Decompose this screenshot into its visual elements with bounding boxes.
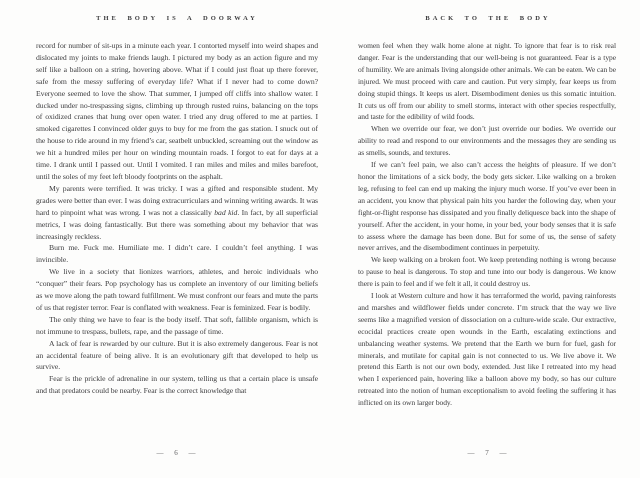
paragraph: If we can’t feel pain, we also can’t access the heights of pleasure. If we don’t honor the limitations of a sick body, the body gets sicker. Like walking on a broken leg, refusing to feel can end up making the injury much worse. If you’ve ever been in an accident, you know that physical pain hits you harder the following day, when your fight-or-flight response has dissipated and you finally deliquesce back into the shape of yourself. After the accident, in your home, in your bed, your body senses that it is safe to assess where the damage has been done. But for some of us, the sense of safety never arrives, and the disembodiment continues in perpetuity. xyxy=(358,160,616,253)
right-page-running-head: BACK TO THE BODY xyxy=(425,15,551,22)
paragraph: We keep walking on a broken foot. We keep pretending nothing is wrong because to pause to heal is dangerous. To stop and tune into our body is dangerous. We know there is pain to feel and if we felt it all, it could destroy us. xyxy=(358,255,616,289)
paragraph: Burn me. Fuck me. Humiliate me. I didn’t care. I couldn’t feel anything. I was invincible. xyxy=(36,243,318,265)
left-page-running-head: THE BODY IS A DOORWAY xyxy=(96,15,258,22)
right-page-number: — 7 — xyxy=(467,449,509,457)
paragraph: Fear is the prickle of adrenaline in our system, telling us that a certain place is unsafe and that predators could be nearby. Fear is the correct knowledge that xyxy=(36,374,318,396)
right-page xyxy=(320,0,640,478)
paragraph: women feel when they walk home alone at night. To ignore that fear is to risk real danger. Fear is the understanding that our well-being is not guaranteed. Fear is a type of humility. We are animals living alongside other animals. We can be eaten. We can be injured. We must proceed with care and caution. Put very simply, fear keeps us from doing stupid things. It keeps us alert. Disembodiment denies us this somatic intuition. It cuts us off from our ability to smell storms, interact with other species respectfully, and taste for the edibility of wild foods. xyxy=(358,41,616,122)
paragraph: I look at Western culture and how it has terraformed the world, paving rainforests and marshes and wildflower fields under concrete. I’m struck that the way we live seems like a magnified version of dissociation on a culture-wide scale. Our extractive, ecocidal practices create open wounds in the Earth, escalating extinctions and unbalancing weather systems. We pretend that the Earth we burn for fuel, gash for minerals, and mutilate for capital gain is not connected to us. We live above it. We pretend this Earth is not our own body, extended. Just like I retreated into my head when I experienced pain, hovering like a balloon above my body, so has our culture retreated into the notion of human exceptionalism to avoid feeling the suffering it has inflicted on its own larger body. xyxy=(358,291,616,408)
right-page-text-block xyxy=(358,40,616,448)
paragraph: The only thing we have to fear is the body itself. That soft, fallible organism, which is not immune to trespass, bullets, rape, and the passage of time. xyxy=(36,314,318,336)
paragraph: When we override our fear, we don’t just override our bodies. We override our ability to read and respond to our environments and the messages they are sending us as smells, sounds, and textures. xyxy=(358,124,616,158)
paragraph: My parents were terrified. It was tricky. I was a gifted and responsible student. My grades were better than ever. I was doing extracurriculars and winning writing awards. It was hard to pinpoint what was wrong. I was not a classically bad kid. In fact, by all superficial metrics, I was doing fantastically. But there was something about my behavior that was increasingly reckless. xyxy=(36,183,318,241)
paragraph: A lack of fear is rewarded by our culture. But it is also extremely dangerous. Fear is not an accidental feature of being alive. It is an evolutionary gift that developed to help us survive. xyxy=(36,338,318,372)
left-page-text-block xyxy=(36,40,318,448)
left-page-number: — 6 — xyxy=(156,449,198,457)
paragraph: We live in a society that lionizes warriors, athletes, and heroic individuals who “conquer” their fears. Pop psychology has us complete an inventory of our limiting beliefs as we move along the path toward fulfillment. We must confront our fears and mute the parts of us that register terror. Fear is conflated with weakness. Fear is feminized. Fear is bodily. xyxy=(36,267,318,312)
paragraph: record for number of sit-ups in a minute each year. I contorted myself into weird shapes and dislocated my joints to make friends laugh. I pictured my body as an action figure and my self like a balloon on a string, hovering above. What if I could just float up there forever, safe from the messy suffering of everyday life? What if I never had to come down? Everyone seemed to love the show. That summer, I jumped off cliffs into shallow water. I ducked under no-trespassing signs, climbing up through rusted ruins, balancing on the tops of oxidized cranes that hung over open water. I tried any drug offered to me at parties. I smoked cigarettes I convinced older guys to buy for me from the gas station. I snuck out of the house to ride around in my friend’s car, seatbelt unbuckled, screaming out the window as we hit a hundred miles per hour on winding mountain roads. I forgot to eat for days at a time. I drank until I passed out. Until I vomited. I ran miles and miles and miles barefoot, until the soles of my feet left bloody footprints on the asphalt. xyxy=(36,41,318,181)
